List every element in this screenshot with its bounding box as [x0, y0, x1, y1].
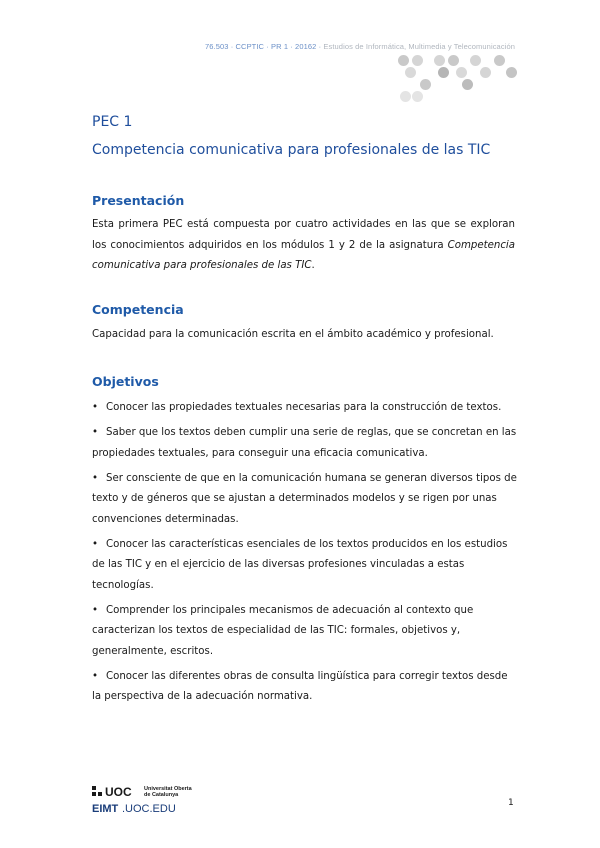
logo-square: [92, 792, 96, 796]
dot: [420, 79, 431, 90]
dot: [398, 55, 409, 66]
objetivo-text: Conocer las características esenciales de los textos producidos en los estudios de las TIC y en el ejercicio de las diversas profesiones vinculadas a estas tecnologías.: [92, 538, 508, 591]
objetivo-text: Saber que los textos deben cumplir una serie de reglas, que se concretan en las propiedades textuales, para conseguir una eficacia comunicativa.: [92, 427, 517, 459]
objetivo-text: Conocer las propiedades textuales necesarias para la construcción de textos.: [106, 402, 502, 413]
dot: [456, 67, 467, 78]
course-name-italic: Competencia comunicativa para profesionales de las TIC: [92, 239, 515, 271]
dot: [405, 67, 416, 78]
dot: [434, 55, 445, 66]
dot: [470, 55, 481, 66]
department-name: Estudios de Informática, Multimedia y Telecomunicación: [321, 42, 515, 51]
bullet-icon: •: [92, 472, 99, 484]
logo-domain-text: .UOC.EDU: [122, 803, 176, 815]
dot: [412, 91, 423, 102]
course-code: 76.503 · CCPTIC · PR 1 · 20162 ·: [205, 42, 322, 51]
course-title: Competencia comunicativa para profesionales de las TIC: [92, 142, 491, 158]
objetivos-list: [92, 398, 517, 712]
presentacion-heading: Presentación: [92, 193, 185, 208]
pec-label: PEC 1: [92, 114, 133, 130]
dot: [462, 79, 473, 90]
objetivo-item: [92, 398, 517, 419]
presentacion-paragraph: [92, 215, 515, 277]
presentacion-text: Esta primera PEC está compuesta por cuatro actividades en las que se exploran los conocimientos adquiridos en los módulos 1 y 2 de la asignatura: [92, 219, 515, 251]
presentacion-text-end: .: [311, 260, 315, 271]
dot: [506, 67, 517, 78]
bullet-icon: •: [92, 538, 99, 550]
dot: [400, 91, 411, 102]
uoc-eimt-logo: [92, 784, 212, 820]
logo-graphic: [92, 784, 212, 816]
objetivo-item: [92, 423, 517, 464]
objetivo-text: Conocer las diferentes obras de consulta lingüística para corregir textos desde la perspectiva de la adecuación normativa.: [92, 670, 508, 702]
objetivo-item: [92, 667, 517, 708]
dot: [412, 55, 423, 66]
logo-square: [92, 786, 96, 790]
dot: [438, 67, 449, 78]
competencia-heading: Competencia: [92, 302, 184, 317]
objetivo-text: Comprender los principales mecanismos de adecuación al contexto que caracterizan los textos de especialidad de las TIC: formales, objetivos y, generalmente, escritos.: [92, 604, 474, 657]
page-number: 1: [508, 798, 514, 808]
objetivo-item: [92, 535, 517, 597]
logo-univ-line2: de Catalunya: [144, 792, 179, 798]
bullet-icon: •: [92, 402, 99, 413]
decorative-dots-graphic: [398, 55, 518, 105]
logo-square: [98, 792, 102, 796]
logo-eimt-text: EIMT: [92, 803, 119, 815]
logo-uoc-text: UOC: [105, 785, 132, 799]
logo-univ-line1: Universitat Oberta: [144, 786, 192, 792]
dot: [480, 67, 491, 78]
objetivo-text: Ser consciente de que en la comunicación humana se generan diversos tipos de texto y de géneros que se ajustan a determinados modelos y se rigen por unas convenciones determinadas.: [92, 472, 517, 525]
objetivos-heading: Objetivos: [92, 374, 159, 389]
objetivo-item: [92, 469, 517, 531]
dot: [494, 55, 505, 66]
objetivo-item: [92, 601, 517, 663]
bullet-icon: •: [92, 427, 99, 438]
dot: [448, 55, 459, 66]
document-title-block: [92, 112, 490, 160]
bullet-icon: •: [92, 604, 99, 616]
bullet-icon: •: [92, 670, 99, 682]
competencia-paragraph: Capacidad para la comunicación escrita en el ámbito académico y profesional.: [92, 329, 494, 340]
document-header: [205, 42, 515, 51]
